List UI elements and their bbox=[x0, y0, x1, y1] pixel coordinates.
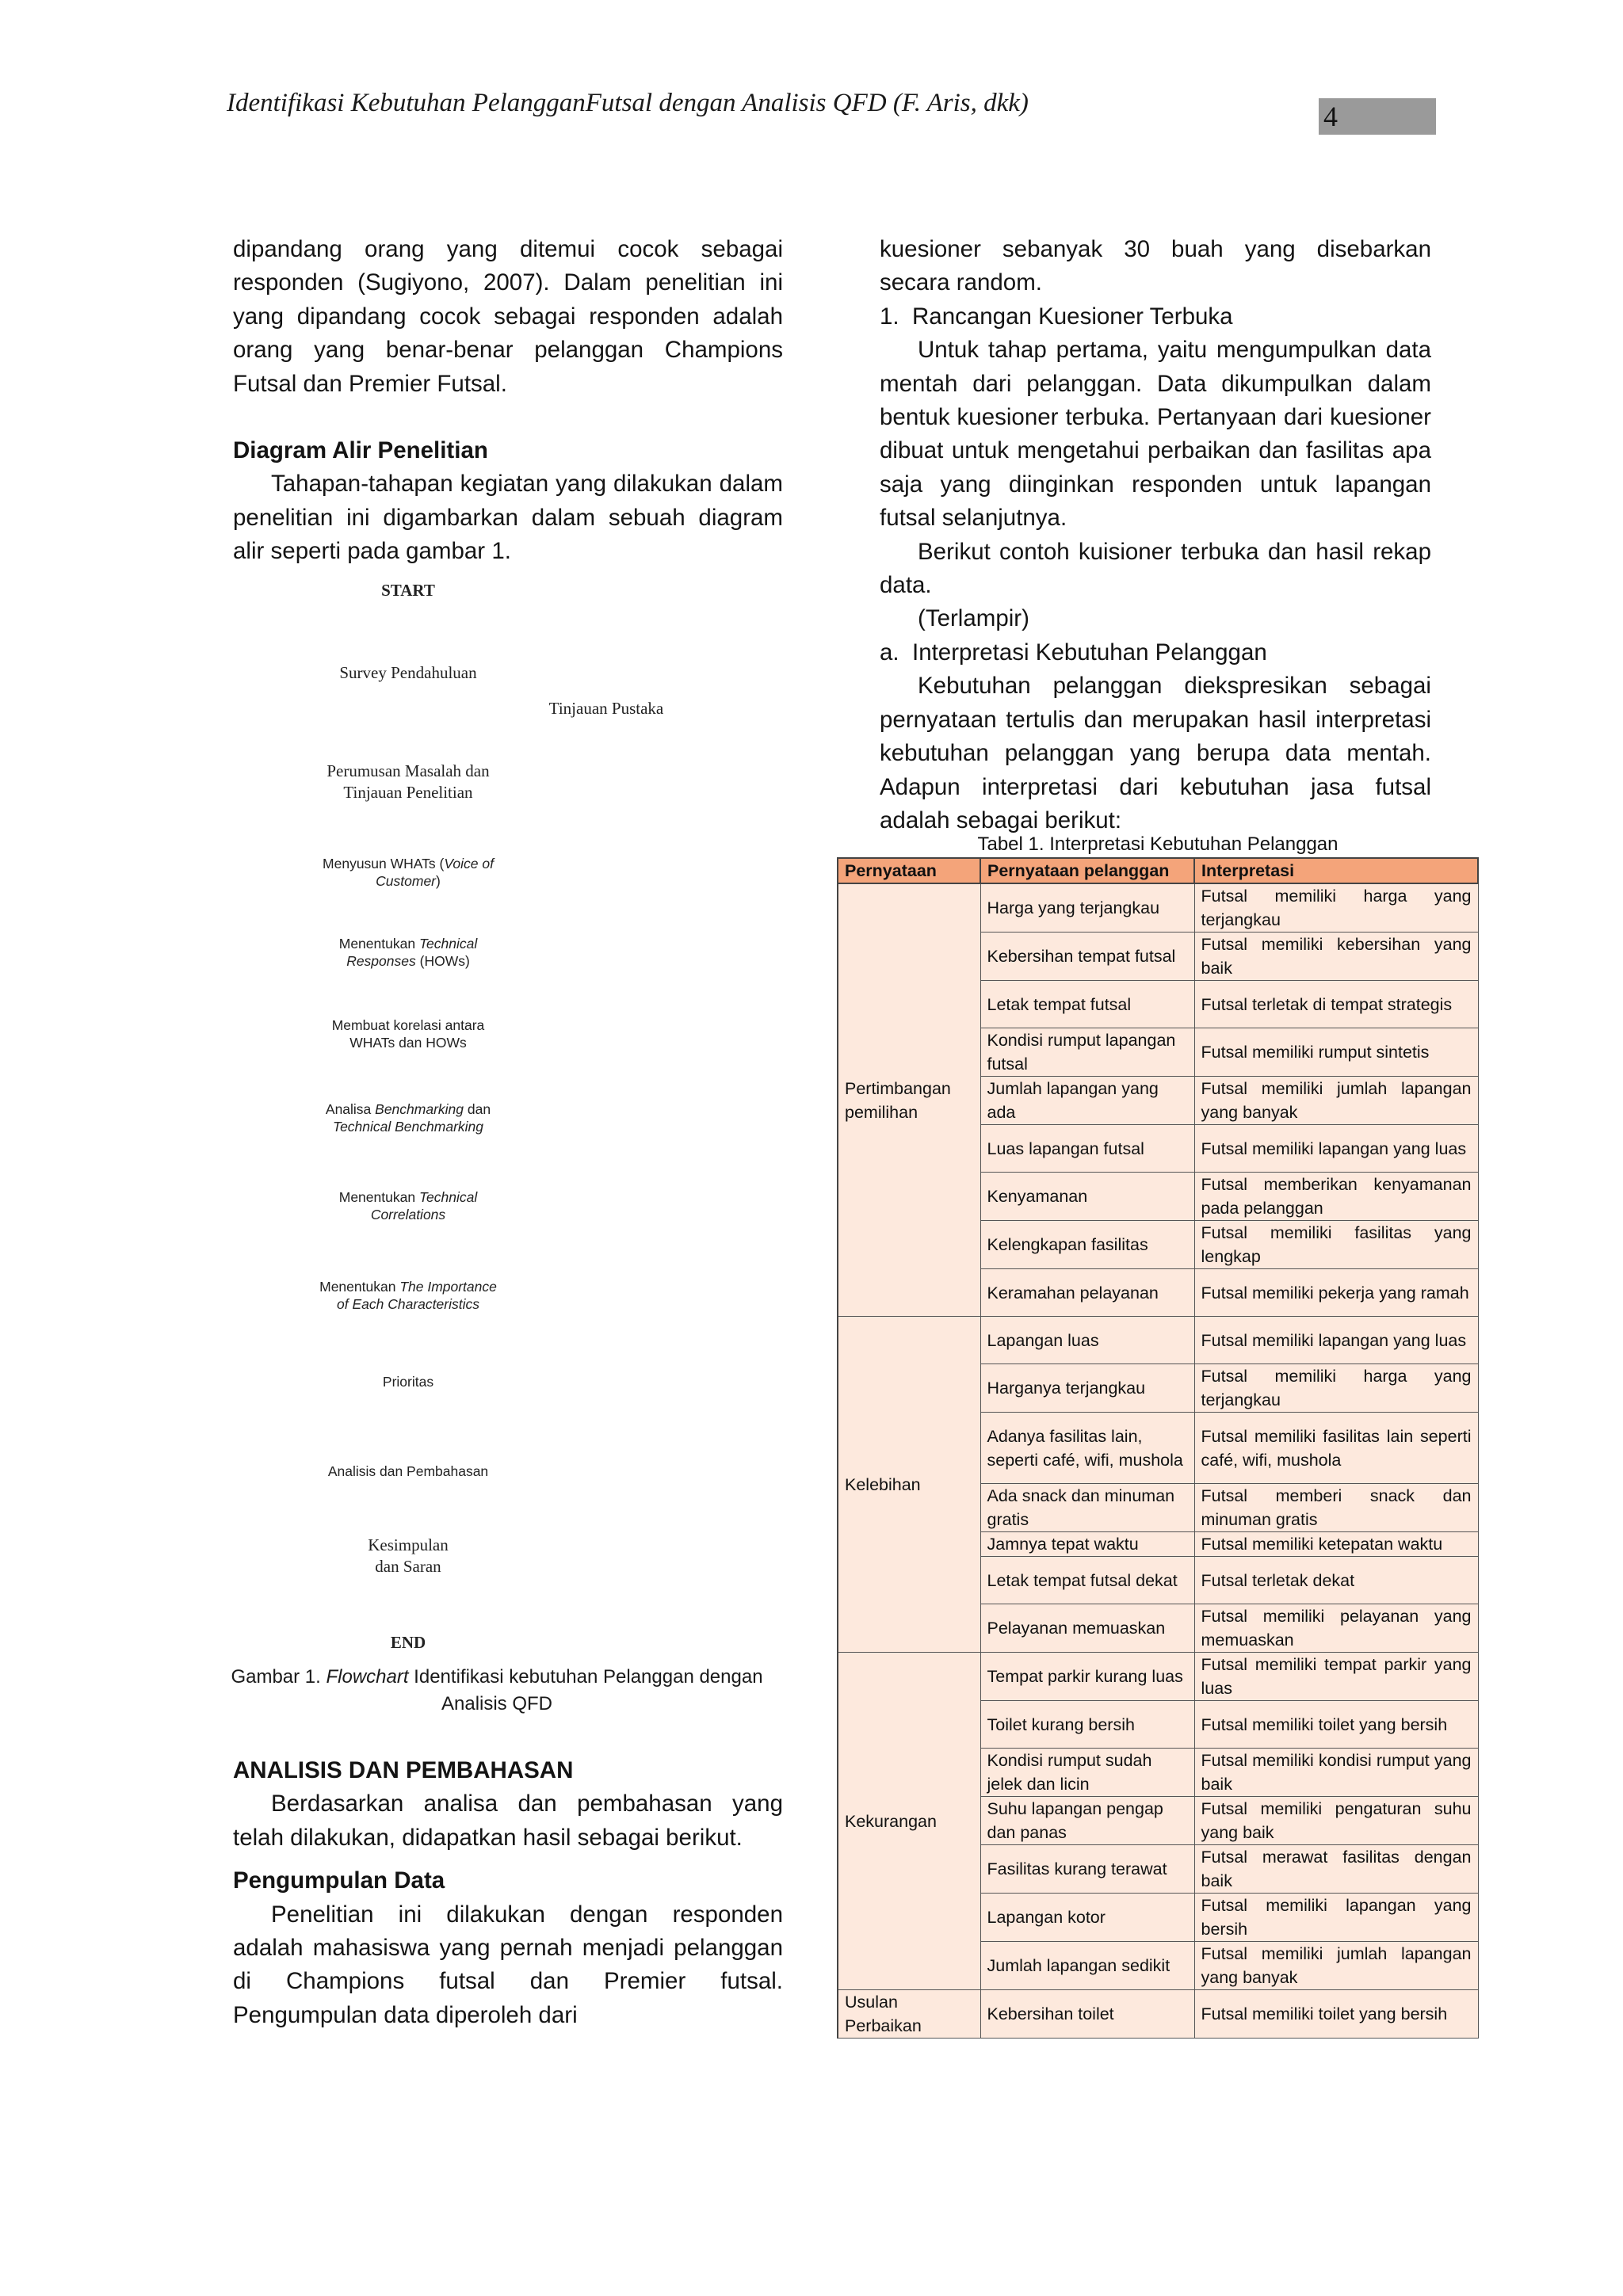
flow-text: Tinjauan Penelitian bbox=[343, 783, 473, 802]
customer-statement-cell: Letak tempat futsal dekat bbox=[980, 1557, 1194, 1604]
flow-text: Technical bbox=[418, 936, 478, 952]
interpretation-cell: Futsal terletak dekat bbox=[1194, 1557, 1478, 1604]
interpretation-cell: Futsal memiliki pengaturan suhu yang baik bbox=[1194, 1797, 1478, 1845]
flow-text: Menentukan bbox=[338, 1189, 419, 1205]
table-body bbox=[838, 883, 1478, 2039]
flow-text: Benchmarking bbox=[375, 1101, 464, 1117]
flow-text: dan Saran bbox=[375, 1557, 441, 1576]
column-header: Pernyataan pelanggan bbox=[980, 858, 1194, 883]
flow-importance bbox=[289, 1278, 527, 1313]
flow-text: Technical Benchmarking bbox=[332, 1119, 483, 1135]
left-column-top bbox=[233, 233, 783, 569]
table-caption: Tabel 1. Interpretasi Kebutuhan Pelanggan bbox=[977, 833, 1338, 855]
flow-text: Voice of bbox=[444, 856, 494, 871]
interpretation-cell: Futsal memiliki toilet yang bersih bbox=[1194, 1990, 1478, 2039]
interpretation-cell: Futsal memiliki tempat parkir yang luas bbox=[1194, 1653, 1478, 1701]
flow-text: Menentukan bbox=[338, 936, 419, 952]
table-header-row bbox=[838, 858, 1478, 883]
interpretation-cell: Futsal memiliki jumlah lapangan yang banyak bbox=[1194, 1942, 1478, 1990]
paragraph: Penelitian ini dilakukan dengan responden adalah mahasiswa yang pernah menjadi pelanggan di Champions futsal dan Premier futsal. Pengumpulan data diperoleh dari bbox=[233, 1901, 783, 2028]
flow-kesimpulan bbox=[289, 1535, 527, 1577]
table-row bbox=[838, 1317, 1478, 1364]
interpretation-cell: Futsal memiliki fasilitas yang lengkap bbox=[1194, 1221, 1478, 1269]
paragraph: Untuk tahap pertama, yaitu mengumpulkan data mentah dari pelanggan. Data dikumpulkan dalam bentuk kuesioner terbuka. Pertanyaan dari kuesioner dibuat untuk mengetahui perbaikan dan fasilitas apa saja yang diinginkan responden untuk lapangan futsal selanjutnya. bbox=[880, 337, 1431, 532]
flow-technical-correlations bbox=[289, 1188, 527, 1223]
flow-tinjauan-pustaka: Tinjauan Pustaka bbox=[548, 699, 664, 718]
customer-statement-cell: Kenyamanan bbox=[980, 1173, 1194, 1221]
interpretation-cell: Futsal memiliki kebersihan yang baik bbox=[1194, 933, 1478, 981]
flow-text: ) bbox=[436, 873, 441, 889]
interpretation-cell: Futsal memiliki toilet yang bersih bbox=[1194, 1701, 1478, 1749]
section-heading: Diagram Alir Penelitian bbox=[233, 437, 488, 464]
interpretation-cell: Futsal memiliki kondisi rumput yang baik bbox=[1194, 1749, 1478, 1797]
paragraph: kuesioner sebanyak 30 buah yang disebarkan secara random. bbox=[880, 236, 1431, 296]
interpretation-cell: Futsal memiliki harga yang terjangkau bbox=[1194, 883, 1478, 933]
interpretation-cell: Futsal memiliki pelayanan yang memuaskan bbox=[1194, 1604, 1478, 1653]
interpretation-cell: Futsal memiliki lapangan yang luas bbox=[1194, 1317, 1478, 1364]
interpretation-cell: Futsal memiliki lapangan yang luas bbox=[1194, 1125, 1478, 1173]
interpretation-cell: Futsal merawat fasilitas dengan baik bbox=[1194, 1845, 1478, 1894]
table-row bbox=[838, 883, 1478, 933]
interpretation-cell: Futsal memiliki lapangan yang bersih bbox=[1194, 1894, 1478, 1942]
table-row bbox=[838, 1653, 1478, 1701]
customer-statement-cell: Jumlah lapangan sedikit bbox=[980, 1942, 1194, 1990]
paragraph: dipandang orang yang ditemui cocok sebagai responden (Sugiyono, 2007). Dalam penelitian ini yang dipandang cocok sebagai responden adalah orang yang benar-benar pelanggan Champions Futsal dan Premier Futsal. bbox=[233, 236, 783, 397]
paragraph: Kebutuhan pelanggan diekspresikan sebagai pernyataan tertulis dan merupakan hasil interpretasi kebutuhan pelanggan yang berupa data mentah. Adapun interpretasi dari kebutuhan jasa futsal adalah sebagai berikut: bbox=[880, 673, 1431, 833]
caption-text: Identifikasi kebutuhan Pelanggan dengan bbox=[408, 1666, 763, 1688]
column-header: Pernyataan bbox=[838, 858, 980, 883]
customer-statement-cell: Kebersihan toilet bbox=[980, 1990, 1194, 2039]
interpretation-cell: Futsal memberikan kenyamanan pada pelanggan bbox=[1194, 1173, 1478, 1221]
subsection-heading: Pengumpulan Data bbox=[233, 1867, 445, 1894]
customer-statement-cell: Tempat parkir kurang luas bbox=[980, 1653, 1194, 1701]
paragraph: Berdasarkan analisa dan pembahasan yang telah dilakukan, didapatkan hasil sebagai berikut. bbox=[233, 1791, 783, 1851]
customer-statement-cell: Adanya fasilitas lain, seperti café, wifi, mushola bbox=[980, 1413, 1194, 1484]
flow-technical-responses bbox=[289, 935, 527, 970]
flow-text: Analisa bbox=[325, 1101, 376, 1117]
list-item: 1. Rancangan Kuesioner Terbuka bbox=[880, 303, 1233, 330]
interpretation-cell: Futsal memiliki jumlah lapangan yang banyak bbox=[1194, 1077, 1478, 1125]
running-header-title: Identifikasi Kebutuhan PelangganFutsal dengan Analisis QFD (F. Aris, dkk) bbox=[227, 89, 1029, 117]
customer-statement-cell: Lapangan kotor bbox=[980, 1894, 1194, 1942]
customer-statement-cell: Letak tempat futsal bbox=[980, 981, 1194, 1028]
customer-statement-cell: Suhu lapangan pengap dan panas bbox=[980, 1797, 1194, 1845]
customer-statement-cell: Ada snack dan minuman gratis bbox=[980, 1484, 1194, 1532]
customer-statement-cell: Fasilitas kurang terawat bbox=[980, 1845, 1194, 1894]
flow-text: Customer bbox=[376, 873, 437, 889]
customer-statement-cell: Pelayanan memuaskan bbox=[980, 1604, 1194, 1653]
flow-text: Membuat korelasi antara bbox=[331, 1017, 485, 1033]
paragraph: Tahapan-tahapan kegiatan yang dilakukan dalam penelitian ini digambarkan dalam sebuah diagram alir seperti pada gambar 1. bbox=[233, 471, 783, 565]
paragraph: Berikut contoh kuisioner terbuka dan hasil rekap data. bbox=[880, 538, 1431, 599]
customer-statement-cell: Kondisi rumput lapangan futsal bbox=[980, 1028, 1194, 1077]
flow-start: START bbox=[381, 581, 435, 600]
flow-whats bbox=[289, 855, 527, 890]
flow-korelasi bbox=[289, 1016, 527, 1051]
interpretation-cell: Futsal terletak di tempat strategis bbox=[1194, 981, 1478, 1028]
flow-text: Menyusun WHATs ( bbox=[323, 856, 445, 871]
caption-text: Gambar 1. bbox=[231, 1666, 327, 1688]
customer-statement-cell: Luas lapangan futsal bbox=[980, 1125, 1194, 1173]
customer-statement-cell: Harga yang terjangkau bbox=[980, 883, 1194, 933]
column-header: Interpretasi bbox=[1194, 858, 1478, 883]
section-heading: ANALISIS DAN PEMBAHASAN bbox=[233, 1757, 574, 1783]
group-cell: Usulan Perbaikan bbox=[838, 1990, 980, 2039]
flow-survey: Survey Pendahuluan bbox=[339, 663, 477, 682]
customer-statement-cell: Kondisi rumput sudah jelek dan licin bbox=[980, 1749, 1194, 1797]
group-cell: Kekurangan bbox=[838, 1653, 980, 1990]
interpretation-cell: Futsal memiliki fasilitas lain seperti café, wifi, mushola bbox=[1194, 1413, 1478, 1484]
flow-text: of Each Characteristics bbox=[337, 1296, 479, 1312]
interpretation-cell: Futsal memiliki pekerja yang ramah bbox=[1194, 1269, 1478, 1317]
left-column-bottom bbox=[233, 1754, 783, 2032]
flow-prioritas: Prioritas bbox=[382, 1374, 434, 1390]
flow-text: Responses bbox=[346, 953, 416, 969]
page-number: 4 bbox=[1319, 98, 1436, 135]
customer-statement-cell: Kelengkapan fasilitas bbox=[980, 1221, 1194, 1269]
figure-caption bbox=[208, 1664, 786, 1718]
list-item: a. Interpretasi Kebutuhan Pelanggan bbox=[880, 639, 1267, 666]
customer-statement-cell: Keramahan pelayanan bbox=[980, 1269, 1194, 1317]
caption-text: Analisis QFD bbox=[441, 1693, 553, 1714]
customer-statement-cell: Toilet kurang bersih bbox=[980, 1701, 1194, 1749]
right-column bbox=[880, 233, 1431, 837]
flow-text: Kesimpulan bbox=[368, 1535, 449, 1554]
group-cell: Kelebihan bbox=[838, 1317, 980, 1653]
flow-text: Technical bbox=[418, 1189, 478, 1205]
customer-statement-cell: Harganya terjangkau bbox=[980, 1364, 1194, 1413]
paragraph: (Terlampir) bbox=[918, 605, 1029, 632]
flow-text: (HOWs) bbox=[415, 953, 470, 969]
flow-perumusan bbox=[289, 761, 527, 803]
interpretation-cell: Futsal memiliki rumput sintetis bbox=[1194, 1028, 1478, 1077]
interpretation-cell: Futsal memiliki ketepatan waktu bbox=[1194, 1532, 1478, 1557]
interpretation-table bbox=[837, 857, 1479, 2039]
flow-text: Perumusan Masalah dan bbox=[327, 761, 490, 780]
flow-analisis: Analisis dan Pembahasan bbox=[327, 1463, 489, 1479]
caption-text: Flowchart bbox=[326, 1666, 409, 1688]
interpretation-cell: Futsal memiliki harga yang terjangkau bbox=[1194, 1364, 1478, 1413]
table-row bbox=[838, 1990, 1478, 2039]
flow-text: Menentukan bbox=[319, 1279, 400, 1295]
customer-statement-cell: Jamnya tepat waktu bbox=[980, 1532, 1194, 1557]
flow-text: dan bbox=[464, 1101, 491, 1117]
flow-end: END bbox=[390, 1633, 426, 1652]
customer-statement-cell: Lapangan luas bbox=[980, 1317, 1194, 1364]
flow-text: WHATs dan HOWs bbox=[349, 1035, 467, 1051]
group-cell: Pertimbangan pemilihan bbox=[838, 883, 980, 1317]
customer-statement-cell: Jumlah lapangan yang ada bbox=[980, 1077, 1194, 1125]
interpretation-cell: Futsal memberi snack dan minuman gratis bbox=[1194, 1484, 1478, 1532]
flow-text: Correlations bbox=[370, 1207, 446, 1222]
flow-text: The Importance bbox=[399, 1279, 497, 1295]
flow-benchmarking bbox=[289, 1100, 527, 1135]
customer-statement-cell: Kebersihan tempat futsal bbox=[980, 933, 1194, 981]
